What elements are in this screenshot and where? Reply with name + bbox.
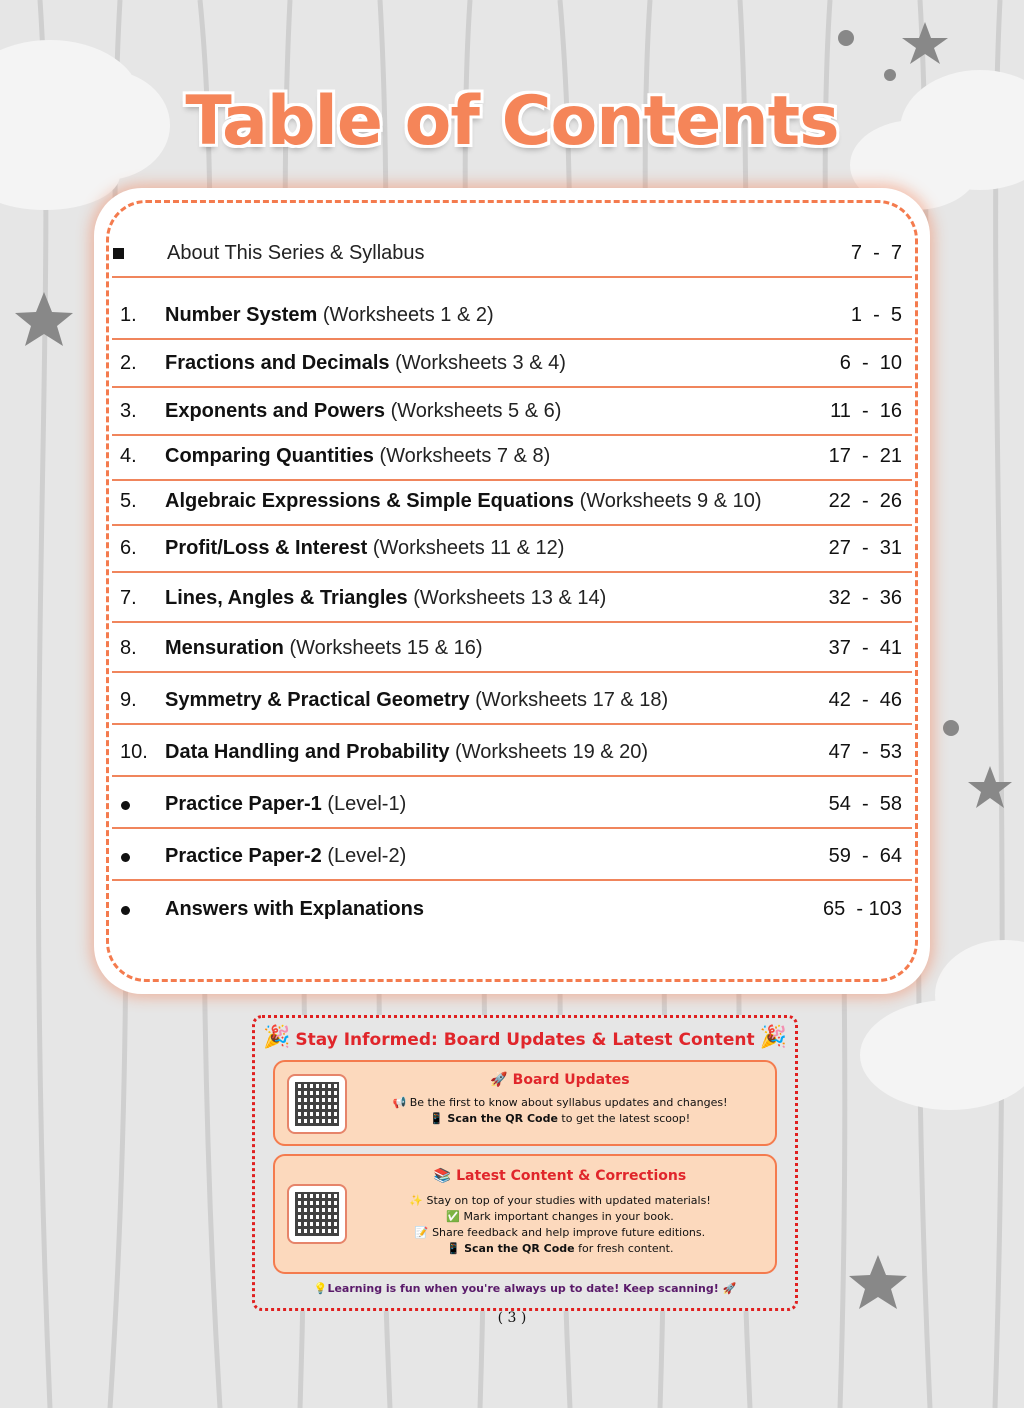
- bullet-icon: [121, 801, 130, 810]
- toc-topic: [165, 304, 494, 327]
- toc-topic-title: Practice Paper-2: [165, 845, 322, 867]
- bullet-icon: [121, 906, 130, 915]
- toc-topic: [167, 242, 425, 265]
- latest-content-line: 📱 Scan the QR Code for fresh content.: [446, 1242, 674, 1255]
- toc-topic: [165, 637, 483, 660]
- toc-row[interactable]: [112, 781, 912, 829]
- toc-topic-detail: (Worksheets 7 & 8): [373, 445, 551, 467]
- toc-topic-detail: (Worksheets 1 & 2): [317, 304, 494, 326]
- toc-row[interactable]: [112, 230, 912, 278]
- toc-pages: 47 - 53: [828, 741, 902, 763]
- toc-pages: 1 - 5: [850, 304, 902, 326]
- toc-number: 1.: [120, 304, 137, 326]
- page-title: Table of Contents: [185, 82, 839, 161]
- toc-row[interactable]: [112, 433, 912, 481]
- toc-pages: 54 - 58: [828, 793, 902, 815]
- toc-topic: [165, 845, 406, 868]
- toc-topic-detail: (Worksheets 19 & 20): [449, 741, 649, 763]
- toc-number: 10.: [120, 741, 148, 763]
- toc-row[interactable]: [112, 833, 912, 881]
- toc-topic-title: Exponents and Powers: [165, 400, 386, 422]
- toc-pages: 6 - 10: [839, 352, 902, 374]
- toc-topic-detail: (Worksheets 9 & 10): [574, 490, 762, 512]
- toc-topic-title: Symmetry & Practical Geometry: [165, 689, 470, 711]
- star-icon: [849, 1255, 907, 1309]
- toc-topic-detail: (Level-2): [321, 845, 407, 867]
- qr-code[interactable]: [287, 1184, 347, 1244]
- toc-number: 9.: [120, 689, 137, 711]
- toc-topic-detail: (Worksheets 11 & 12): [367, 537, 565, 559]
- toc-row[interactable]: [112, 575, 912, 623]
- toc-number: 8.: [120, 637, 137, 659]
- toc-pages: 11 - 16: [830, 400, 902, 422]
- party-popper-icon: 🎉: [263, 1024, 291, 1049]
- toc-row[interactable]: [112, 625, 912, 673]
- toc-topic: [165, 741, 648, 764]
- toc-topic-title: Data Handling and Probability: [165, 741, 450, 763]
- toc-pages: 65 - 103: [823, 898, 902, 920]
- toc-row[interactable]: [112, 729, 912, 777]
- toc-pages: 7 - 7: [850, 242, 902, 264]
- board-updates-line: 📱 Scan the QR Code to get the latest scoop!: [429, 1112, 691, 1125]
- toc-topic-title: Mensuration: [165, 637, 284, 659]
- board-updates-line: 📢 Be the first to know about syllabus updates and changes!: [392, 1096, 728, 1109]
- toc-topic-detail: (Worksheets 3 & 4): [389, 352, 566, 374]
- toc-topic-detail: (Worksheets 15 & 16): [283, 637, 483, 659]
- toc-number: 2.: [120, 352, 137, 374]
- latest-content-box: [273, 1154, 777, 1274]
- toc-number: 3.: [120, 400, 137, 422]
- latest-content-heading: 📚 Latest Content & Corrections: [433, 1168, 687, 1184]
- toc-row[interactable]: [112, 886, 912, 932]
- toc-topic: [165, 400, 561, 423]
- toc-number: 7.: [120, 587, 137, 609]
- toc-topic-detail: (Worksheets 5 & 6): [385, 400, 562, 422]
- toc-topic: [165, 793, 406, 816]
- toc-row[interactable]: [112, 388, 912, 436]
- toc-row[interactable]: [112, 478, 912, 526]
- toc-topic-detail: (Worksheets 13 & 14): [407, 587, 607, 609]
- toc-topic: [165, 537, 564, 560]
- toc-pages: 22 - 26: [828, 490, 902, 512]
- toc-topic: [165, 352, 566, 375]
- toc-topic: [165, 587, 606, 610]
- toc-pages: 42 - 46: [828, 689, 902, 711]
- toc-topic-title: Algebraic Expressions & Simple Equations: [165, 490, 575, 512]
- toc-topic: [165, 490, 762, 513]
- info-footer-note: 💡Learning is fun when you're always up to date! Keep scanning! 🚀: [313, 1282, 737, 1295]
- toc-topic-title: Lines, Angles & Triangles: [165, 587, 408, 609]
- latest-content-line: ✨ Stay on top of your studies with updated materials!: [409, 1194, 711, 1207]
- toc-number: 5.: [120, 490, 137, 512]
- toc-pages: 32 - 36: [828, 587, 902, 609]
- toc-pages: 37 - 41: [828, 637, 902, 659]
- toc-topic-detail: (Worksheets 17 & 18): [469, 689, 669, 711]
- toc-row[interactable]: [112, 677, 912, 725]
- toc-topic-title: Fractions and Decimals: [165, 352, 390, 374]
- toc-topic: [165, 445, 550, 468]
- toc-topic-title: Comparing Quantities: [165, 445, 374, 467]
- toc-topic-title: Profit/Loss & Interest: [165, 537, 368, 559]
- toc-topic: [165, 898, 424, 921]
- toc-number: 4.: [120, 445, 137, 467]
- star-icon: [968, 766, 1012, 808]
- qr-code[interactable]: [287, 1074, 347, 1134]
- square-bullet-icon: [113, 248, 124, 259]
- toc-topic-title: About This Series & Syllabus: [167, 242, 425, 264]
- toc-pages: 17 - 21: [828, 445, 902, 467]
- board-updates-box: [273, 1060, 777, 1146]
- toc-topic: [165, 689, 668, 712]
- toc-topic-detail: (Level-1): [321, 793, 407, 815]
- party-popper-icon: 🎉: [759, 1024, 787, 1049]
- toc-row[interactable]: [112, 340, 912, 388]
- info-panel: [252, 1015, 798, 1311]
- toc-pages: 27 - 31: [828, 537, 902, 559]
- page-number: ( 3 ): [497, 1310, 527, 1326]
- latest-content-line: ✅ Mark important changes in your book.: [446, 1210, 674, 1223]
- toc-row[interactable]: [112, 525, 912, 573]
- board-updates-heading: 🚀 Board Updates: [490, 1072, 630, 1088]
- bullet-icon: [121, 853, 130, 862]
- toc-topic-title: Number System: [165, 304, 318, 326]
- toc-number: 6.: [120, 537, 137, 559]
- latest-content-line: 📝 Share feedback and help improve future editions.: [414, 1226, 706, 1239]
- toc-topic-title: Practice Paper-1: [165, 793, 322, 815]
- toc-topic-title: Answers with Explanations: [165, 898, 424, 920]
- toc-pages: 59 - 64: [828, 845, 902, 867]
- info-title: Stay Informed: Board Updates & Latest Content: [295, 1030, 755, 1050]
- toc-row[interactable]: [112, 292, 912, 340]
